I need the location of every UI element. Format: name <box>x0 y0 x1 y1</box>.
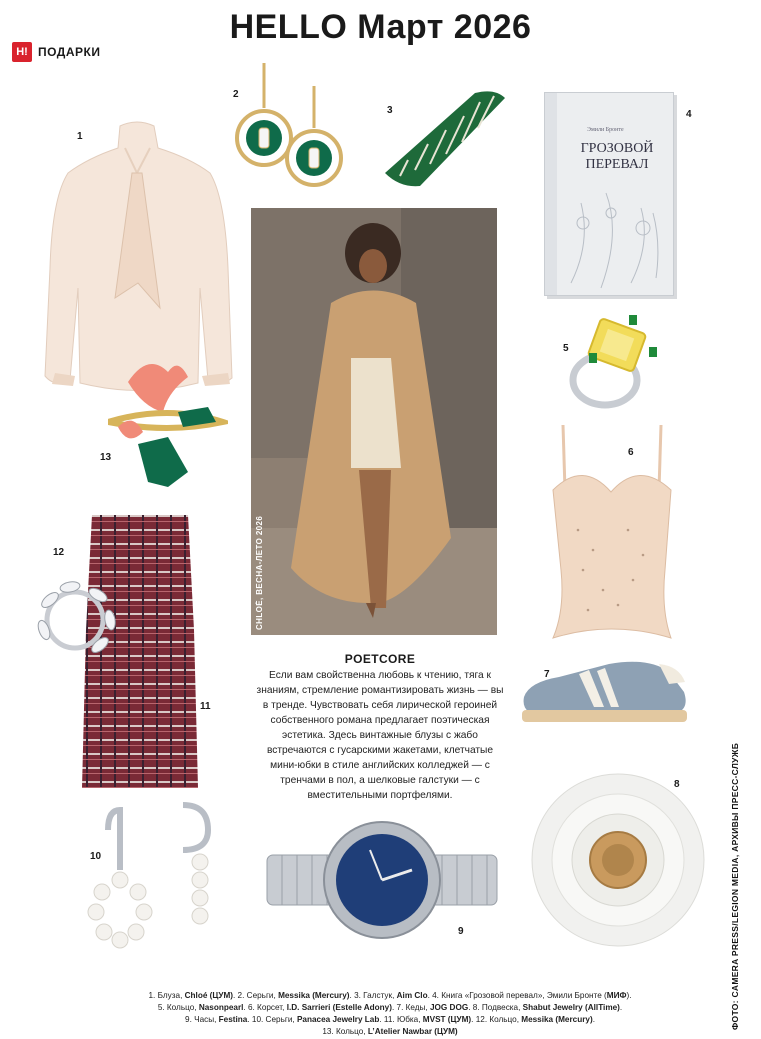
book-author: Эмили Бронте <box>587 127 624 133</box>
coral-malachite-ring-image <box>108 352 228 490</box>
book-spine <box>545 93 557 295</box>
item-number-12: 12 <box>53 547 65 558</box>
runway-credit: CHLOÉ, ВЕСНА-ЛЕТО 2026 <box>255 515 264 630</box>
watch-image <box>262 815 502 945</box>
flower-pendant-image <box>528 770 708 948</box>
yellow-gem-ring-image <box>565 305 665 413</box>
book-floral-pattern <box>561 183 669 291</box>
article-heading: POETCORE <box>344 652 416 666</box>
item-number-9: 9 <box>458 926 464 937</box>
book-cover <box>544 92 674 296</box>
item-number-1: 1 <box>77 131 83 142</box>
earrings-malachite-image <box>232 58 347 198</box>
page-title: HELLO Март 2026 <box>229 8 532 46</box>
photo-credit: ФОТО: CAMERA PRESS/LEGION MEDIA, АРХИВЫ ПРЕСС-СЛУЖБ <box>730 742 740 1030</box>
item-number-10: 10 <box>90 851 102 862</box>
item-number-3: 3 <box>387 105 393 116</box>
hello-logo: H! <box>12 42 32 62</box>
item-number-6: 6 <box>628 447 634 458</box>
corset-image <box>543 420 673 642</box>
item-number-8: 8 <box>674 779 680 790</box>
article-body: Если вам свойственна любовь к чтению, тяга к знаниям, стремление романтизировать жизнь — вы в тренде. Чувствовать себя лирической героиней собственного романа предлагает поэтическая эстетика. Здесь винтажные блузы с жабо встречаются с гусарскими жакетами, клетчатые мини-юбки в стиле английских колледжей — с тренчами в пол, а шелковые галстуки — с вместительными портфелями. <box>256 670 504 801</box>
item-number-13: 13 <box>100 452 112 463</box>
item-number-7: 7 <box>544 669 550 680</box>
book-title: ГРОЗОВОЙ ПЕРЕВАЛ <box>580 141 654 172</box>
item-number-5: 5 <box>563 343 569 354</box>
pearl-earrings-image <box>78 800 228 950</box>
item-number-4: 4 <box>686 109 692 120</box>
item-number-2: 2 <box>233 89 239 100</box>
diamond-leaf-ring-image <box>30 575 130 665</box>
section-label: ПОДАРКИ <box>38 45 101 59</box>
sneaker-image <box>519 652 691 728</box>
runway-photo <box>251 208 497 635</box>
product-captions: 1. Блуза, Chloé (ЦУМ). 2. Серьги, Messika (Mercury). 3. Галстук, Aim Clo. 4. Книга «Грозовой перевал», Эмили Бронте (МИФ). 5. Кольцо, Nasonpearl. 6. Корсет, I.D. Sarrieri (Estelle Adony). 7. Кеды, JOG DOG. 8. Подвеска, Shabut Jewelry (AllTime). 9. Часы, Festina. 10. Серьги, Panacea Jewelry Lab. 11. Юбка, MVST (ЦУМ). 12. Кольцо, Messika (Mercury). 13. Кольцо, L’Atelier Nawbar (ЦУМ) <box>148 991 632 1036</box>
striped-tie-image <box>380 88 512 188</box>
item-number-11: 11 <box>200 701 211 712</box>
